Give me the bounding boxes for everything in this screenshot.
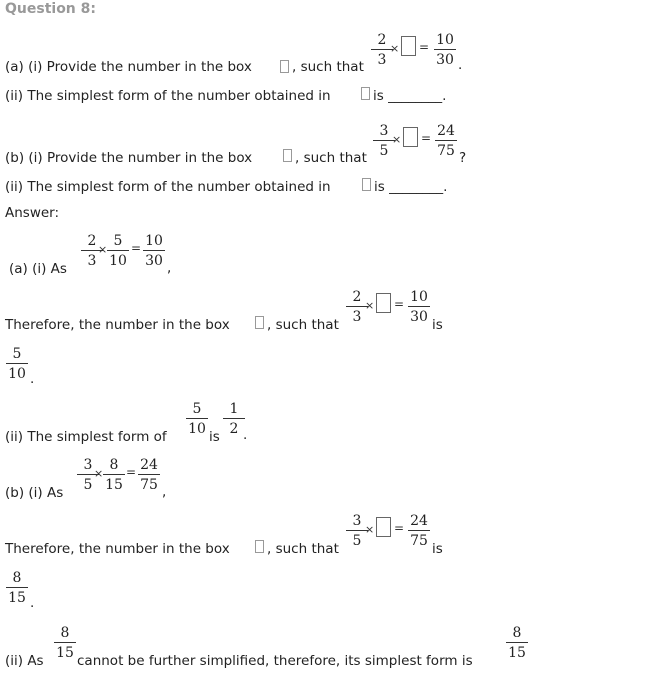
- times-sign: ×: [98, 243, 108, 256]
- answer-box: [376, 517, 391, 537]
- period: .: [30, 595, 35, 611]
- question-a-ii-text: (ii) The simplest form of the number obtained in: [5, 88, 331, 104]
- fraction-2-3: 2 3: [81, 232, 103, 269]
- fraction-24-75: 24 75: [138, 456, 160, 493]
- comma: ,: [162, 484, 167, 500]
- period: .: [30, 371, 35, 387]
- equals-sign: =: [421, 131, 432, 145]
- answer-b-therefore-text2: , such that: [267, 541, 339, 557]
- question-b-ii-text: (ii) The simplest form of the number obtained in: [5, 179, 331, 195]
- fraction-3-5: 3 5: [346, 512, 368, 549]
- answer-b-ii-text: cannot be further simplified, therefore, its simplest form is: [77, 653, 473, 669]
- equals-sign: =: [126, 465, 137, 479]
- fraction-1-2: 1 2: [223, 400, 245, 437]
- equals-sign: =: [419, 40, 430, 54]
- answer-a-therefore-text: Therefore, the number in the box: [5, 317, 230, 333]
- times-sign: ×: [365, 523, 375, 536]
- times-sign: ×: [94, 467, 104, 480]
- is-word: is: [209, 429, 220, 445]
- answer-box: [401, 36, 416, 56]
- question-b-i-text2: , such that: [295, 150, 367, 166]
- question-a-i-text2: , such that: [292, 59, 364, 75]
- fraction-2-3: 2 3: [346, 288, 368, 325]
- comma: ,: [167, 260, 172, 276]
- small-box: [361, 87, 370, 100]
- answer-b-ii-label: (ii) As: [5, 653, 44, 669]
- question-a-i-text: (a) (i) Provide the number in the box: [5, 59, 252, 75]
- answer-b-i-label: (b) (i) As: [5, 485, 64, 501]
- fraction-24-75: 24 75: [408, 512, 430, 549]
- answer-a-ii-label: (ii) The simplest form of: [5, 429, 167, 445]
- equals-sign: =: [394, 521, 405, 535]
- small-box: [255, 540, 264, 553]
- answer-box: [403, 127, 418, 147]
- question-mark: ?: [459, 150, 467, 166]
- question-heading: Question 8:: [5, 1, 96, 17]
- fraction-3-5: 3 5: [373, 122, 395, 159]
- small-box: [362, 178, 371, 191]
- answer-box: [376, 293, 391, 313]
- fraction-5-10: 5 10: [6, 345, 28, 382]
- fraction-10-30: 10 30: [434, 31, 456, 68]
- fraction-2-3: 2 3: [371, 31, 393, 68]
- period: .: [243, 427, 248, 443]
- fraction-5-10: 5 10: [186, 400, 208, 437]
- times-sign: ×: [365, 299, 375, 312]
- small-box: [255, 316, 264, 329]
- question-b-i-text: (b) (i) Provide the number in the box: [5, 150, 253, 166]
- small-box: [280, 60, 289, 73]
- fraction-10-30: 10 30: [143, 232, 165, 269]
- is-word: is: [432, 317, 443, 333]
- small-box: [283, 149, 292, 162]
- fraction-8-15: 8 15: [506, 624, 528, 661]
- equals-sign: =: [394, 297, 405, 311]
- fraction-8-15: 8 15: [6, 569, 28, 606]
- answer-label: Answer:: [5, 205, 60, 221]
- equals-sign: =: [131, 241, 142, 255]
- times-sign: ×: [392, 133, 402, 146]
- fraction-3-5: 3 5: [77, 456, 99, 493]
- question-b-ii-text2: is ________.: [374, 179, 448, 195]
- period: .: [458, 57, 463, 73]
- question-a-ii-text2: is ________.: [373, 88, 447, 104]
- fraction-8-15: 8 15: [103, 456, 125, 493]
- fraction-24-75: 24 75: [435, 122, 457, 159]
- times-sign: ×: [390, 42, 400, 55]
- answer-a-i-label: (a) (i) As: [9, 261, 67, 277]
- fraction-10-30: 10 30: [408, 288, 430, 325]
- fraction-5-10: 5 10: [107, 232, 129, 269]
- fraction-8-15: 8 15: [54, 624, 76, 661]
- answer-b-therefore-text: Therefore, the number in the box: [5, 541, 230, 557]
- is-word: is: [432, 541, 443, 557]
- answer-a-therefore-text2: , such that: [267, 317, 339, 333]
